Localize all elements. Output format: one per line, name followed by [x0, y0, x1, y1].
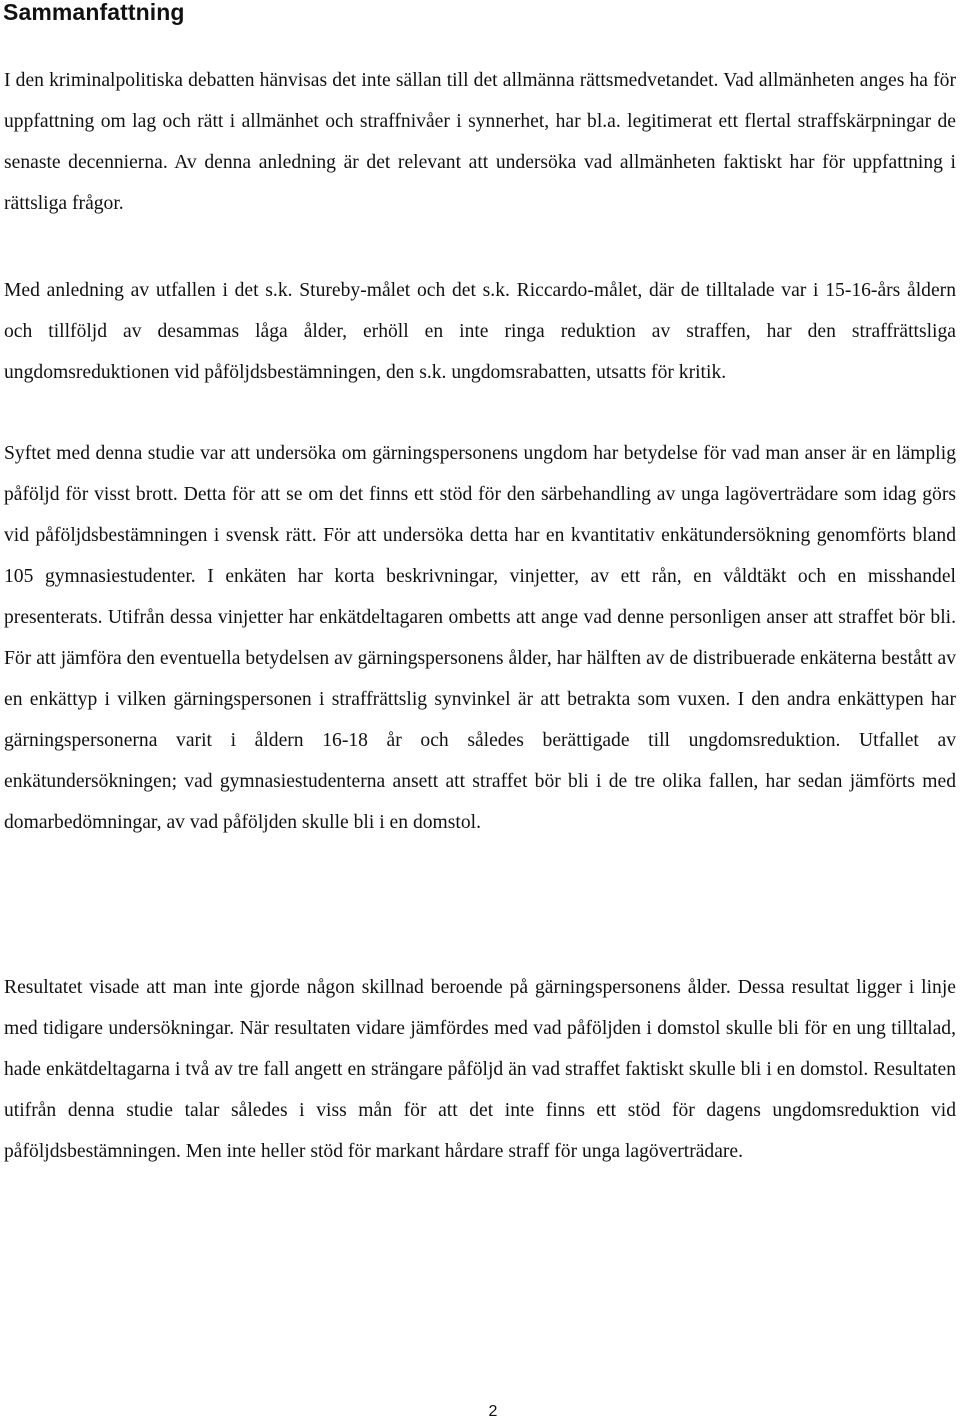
paragraph-purpose-method: Syftet med denna studie var att undersöka om gärningspersonens ungdom har betydelse för vad man anser är en lämplig påföljd för visst brott. Detta för att se om det finns ett stöd för den särbehandling av unga lagöverträdare som idag görs vid påföljdsbestämningen i svensk rätt. För att undersöka detta har en kvantitativ enkätundersökning genomförts bland 105 gymnasiestudenter. I enkäten har korta beskrivningar, vinjetter, av ett rån, en våldtäkt och en misshandel presenterats. Utifrån dessa vinjetter har enkätdeltagaren ombetts att ange vad denne personligen anser att straffet bör bli. För att jämföra den eventuella betydelsen av gärningspersonens ålder, har hälften av de distribuerade enkäterna bestått av en enkättyp i vilken gärningspersonen i straffrättslig synvinkel är att betrakta som vuxen. I den andra enkättypen har gärningspersonerna varit i åldern 16-18 år och således berättigade till ungdomsreduktion. Utfallet av enkätundersökningen; vad gymnasiestudenterna ansett att straffet bör bli i de tre olika fallen, har sedan jämförts med domarbedömningar, av vad påföljden skulle bli i en domstol.	[4, 443, 956, 833]
paragraph-results: Resultatet visade att man inte gjorde någon skillnad beroende på gärningspersonens ålder. Dessa resultat ligger i linje med tidigare undersökningar. När resultaten vidare jämfördes med vad påföljden i domstol skulle bli för en ung tilltalad, hade enkätdeltagarna i två av tre fall angett en strängare påföljd än vad straffet faktiskt skulle bli i en domstol. Resultaten utifrån denna studie talar således i viss mån för att det inte finns ett stöd för dagens ungdomsreduktion vid påföljdsbestämningen. Men inte heller stöd för markant hårdare straff för unga lagöverträdare.	[4, 977, 956, 1162]
paragraph-introduction: I den kriminalpolitiska debatten hänvisas det inte sällan till det allmänna rättsmedvetandet. Vad allmänheten anges ha för uppfattning om lag och rätt i allmänhet och straffnivåer i synnerhet, har bl.a. legitimerat ett flertal straffskärpningar de senaste decennierna. Av denna anledning är det relevant att undersöka vad allmänheten faktiskt har för uppfattning i rättsliga frågor.	[4, 70, 956, 214]
section-heading: Sammanfattning	[3, 0, 185, 25]
paragraph-background: Med anledning av utfallen i det s.k. Stureby-målet och det s.k. Riccardo-målet, där de tilltalade var i 15-16-års åldern och tillföljd av desammas låga ålder, erhöll en inte ringa reduktion av straffen, har den straffrättsliga ungdomsreduktionen vid påföljdsbestämningen, den s.k. ungdomsrabatten, utsatts för kritik.	[4, 280, 956, 383]
page-number: 2	[488, 1403, 498, 1420]
